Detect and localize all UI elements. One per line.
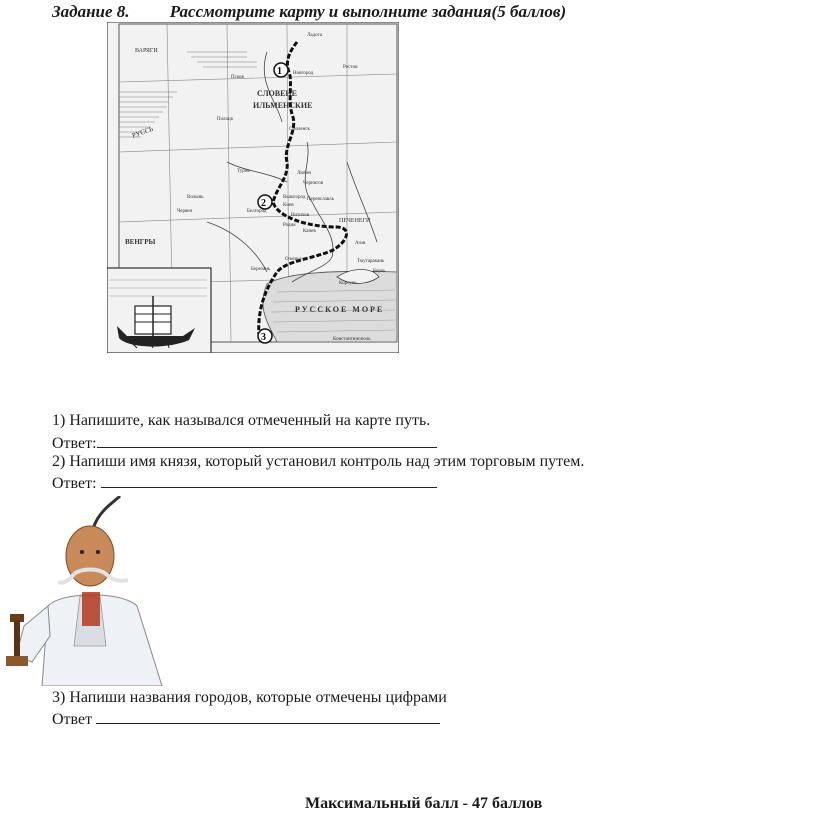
route-marker-1	[274, 63, 288, 77]
city-smolensk: Смоленск	[289, 127, 310, 132]
city-cherven: Червен	[177, 209, 193, 214]
answer-1	[52, 433, 437, 453]
trade-route-map	[107, 22, 399, 353]
city-constantinople: Константинополь	[333, 337, 371, 342]
answer-3-label: Ответ	[52, 711, 97, 728]
city-rodnya: Родня	[283, 223, 296, 228]
city-rostov: Ростов	[343, 65, 358, 70]
city-pskov: Псков	[231, 75, 244, 80]
answer-1-label: Ответ:	[52, 435, 97, 452]
question-2: 2) Напиши имя князя, который установил контроль над этим торговым путем.	[52, 453, 585, 470]
city-berezan: Березань	[251, 267, 271, 272]
question-3: 3) Напиши названия городов, которые отмечены цифрами	[52, 689, 447, 706]
route-marker-2	[258, 195, 272, 209]
ship-inset	[107, 268, 211, 353]
city-kiev: Киев	[283, 203, 294, 208]
answer-2-label: Ответ:	[52, 475, 101, 492]
map-label-pechenegs: ПЕЧЕНЕГИ	[339, 218, 371, 224]
city-azov: Азов	[355, 241, 366, 246]
city-vitichev: Витичев	[291, 213, 309, 218]
city-belgorod: Белгород	[247, 209, 267, 214]
city-pereyaslavl: Переяславль	[307, 197, 334, 202]
map-label-slavs: СЛОВЕНЕ	[257, 89, 297, 98]
map-label-sea: РУССКОЕ МОРЕ	[295, 305, 385, 314]
city-ladoga: Ладога	[307, 33, 322, 38]
task-instruction: Рассмотрите карту и выполните задания(5 баллов)	[169, 2, 567, 21]
prince-warrior-illustration	[2, 496, 164, 686]
map-label-rus: РУССЬ	[130, 124, 155, 140]
answer-1-line[interactable]	[97, 433, 437, 448]
city-vyshgorod: Вышгород	[283, 195, 306, 200]
max-score: Максимальный балл - 47 баллов	[305, 795, 543, 812]
city-kerch: Керчь	[373, 269, 386, 274]
city-volyn: Волынь	[187, 195, 204, 200]
map-label-varangians: ВАРЯГИ	[135, 48, 158, 54]
warrior-icon	[6, 496, 162, 686]
city-tmutarakan: Тмутаракань	[357, 259, 385, 264]
task-heading	[52, 2, 566, 22]
city-chernigov: Чернигов	[303, 181, 324, 186]
answer-3	[52, 709, 440, 729]
city-lyubech: Любеч	[297, 171, 312, 176]
task-number: Задание 8.	[52, 2, 130, 21]
city-novgorod: Новгород	[293, 71, 314, 76]
answer-2-line[interactable]	[101, 473, 437, 488]
route-marker-3	[258, 329, 272, 343]
map-label-hungary: ВЕНГРЫ	[125, 238, 156, 246]
answer-2	[52, 473, 437, 493]
city-turov: Туров	[237, 169, 250, 174]
city-oleshye: Олешье	[285, 257, 302, 262]
city-korsun: Корсунь	[339, 281, 357, 286]
svg-text:2: 2	[261, 198, 266, 209]
question-1: 1) Напишите, как назывался отмеченный на карте путь.	[52, 412, 431, 429]
answer-3-line[interactable]	[96, 709, 440, 724]
city-kanev: Канев	[303, 229, 316, 234]
city-polotsk: Полоцк	[217, 117, 234, 122]
map-label-ilmen: ИЛЬМЕНСКИЕ	[253, 101, 313, 110]
svg-text:3: 3	[261, 332, 266, 343]
svg-text:1: 1	[277, 66, 282, 77]
